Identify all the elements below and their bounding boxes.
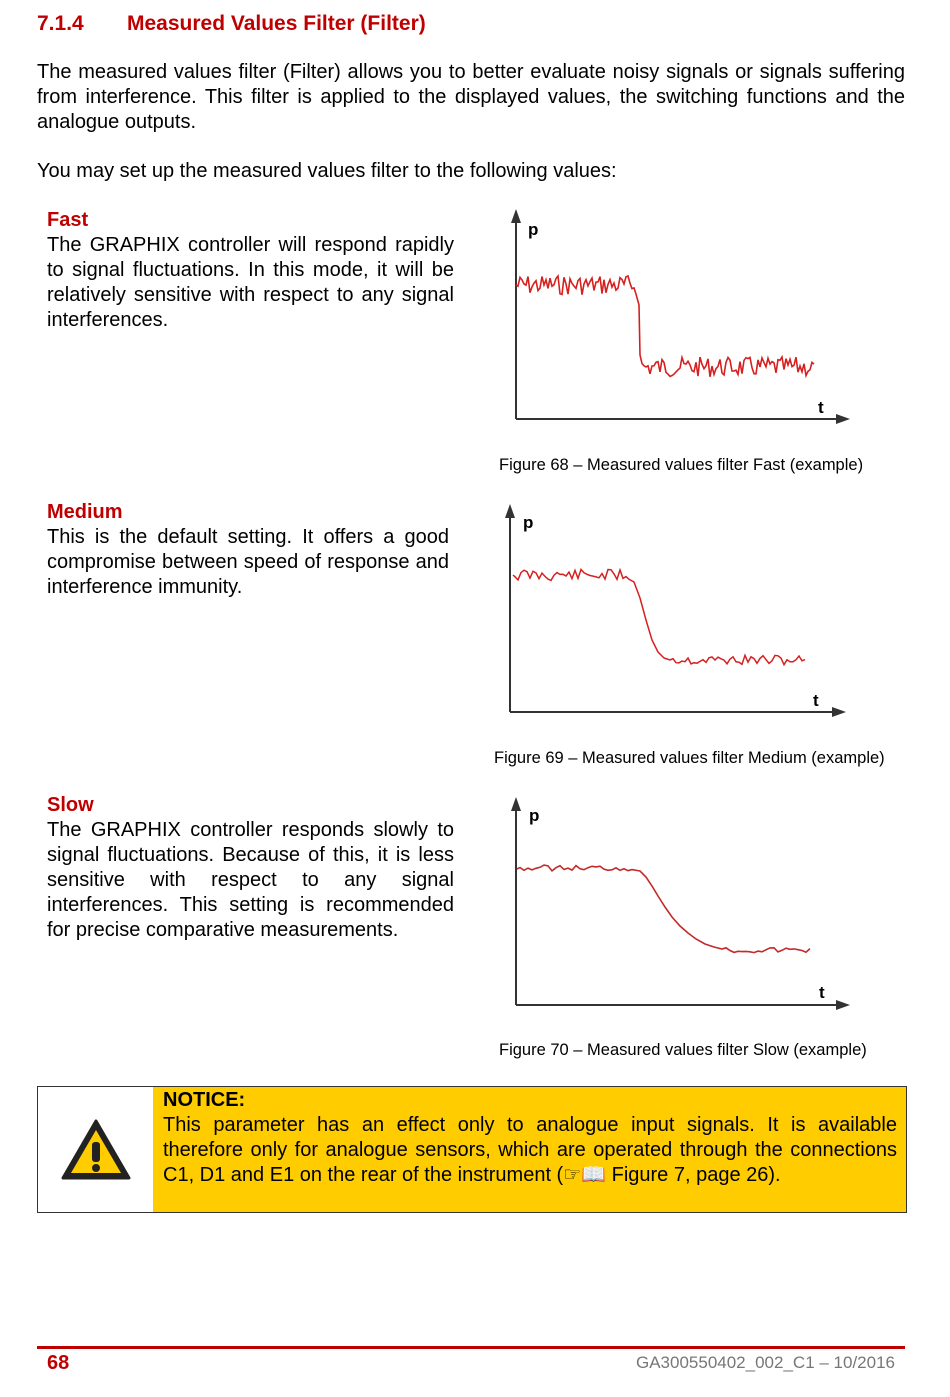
mode-fast-heading: Fast <box>47 209 89 231</box>
page-number: 68 <box>47 1352 70 1374</box>
figure-medium-curve <box>513 570 805 665</box>
figure-medium-x-label: t <box>813 691 819 710</box>
figure-fast-y-label: p <box>528 220 539 239</box>
mode-fast <box>47 208 454 333</box>
figure-medium-caption: Figure 69 – Measured values filter Medium (example) <box>494 749 885 767</box>
figure-slow-signal <box>500 793 860 1018</box>
figure-medium-y-label: p <box>523 513 534 532</box>
mode-fast-text: The GRAPHIX controller will respond rapidly to signal fluctuations. In this mode, it will be relatively sensitive with respect to any signal interferences. <box>47 234 454 331</box>
mode-medium-heading: Medium <box>47 501 123 523</box>
lead-in-paragraph: You may set up the measured values filter to the following values: <box>37 160 617 182</box>
figure-slow-caption: Figure 70 – Measured values filter Slow (example) <box>499 1041 867 1059</box>
figure-slow-y-label: p <box>529 806 540 825</box>
figure-fast-caption: Figure 68 – Measured values filter Fast (example) <box>499 456 864 474</box>
notice-text-cell <box>153 1087 906 1212</box>
mode-slow-heading: Slow <box>47 794 94 816</box>
warning-icon <box>60 1118 132 1182</box>
mode-slow-text: The GRAPHIX controller responds slowly to signal fluctuations. Because of this, it is less sensitive with respect to any signal interferences. This setting is recommended for precise comparative measurements. <box>47 819 454 941</box>
mode-medium-text: This is the default setting. It offers a good compromise between speed of response and interference immunity. <box>47 526 449 598</box>
section-number: 7.1.4 <box>37 12 84 35</box>
notice-icon-cell <box>38 1087 153 1212</box>
document-id: GA300550402_002_C1 – 10/2016 <box>635 1353 895 1372</box>
intro-paragraph: The measured values filter (Filter) allows you to better evaluate noisy signals or signals suffering from interference. This filter is applied to the displayed values, the switching functions and the analogue outputs. <box>37 61 905 133</box>
section-title: Measured Values Filter (Filter) <box>127 12 426 35</box>
footer-divider <box>37 1346 905 1349</box>
figure-fast-curve <box>516 276 814 377</box>
mode-medium <box>47 500 449 600</box>
notice-box <box>37 1086 907 1213</box>
figure-slow-curve <box>517 865 810 953</box>
notice-heading: NOTICE: <box>163 1089 246 1111</box>
figure-slow-x-label: t <box>819 983 825 1002</box>
figure-fast-x-label: t <box>818 398 824 417</box>
figure-medium-signal <box>494 500 854 725</box>
notice-text: This parameter has an effect only to analogue input signals. It is available therefore only for analogue sensors, which are operated through the connections C1, D1 and E1 on the rear of the instrument (☞📖 Figure 7, page 26). <box>163 1114 897 1186</box>
figure-fast-signal <box>500 205 860 435</box>
mode-slow <box>47 793 454 943</box>
